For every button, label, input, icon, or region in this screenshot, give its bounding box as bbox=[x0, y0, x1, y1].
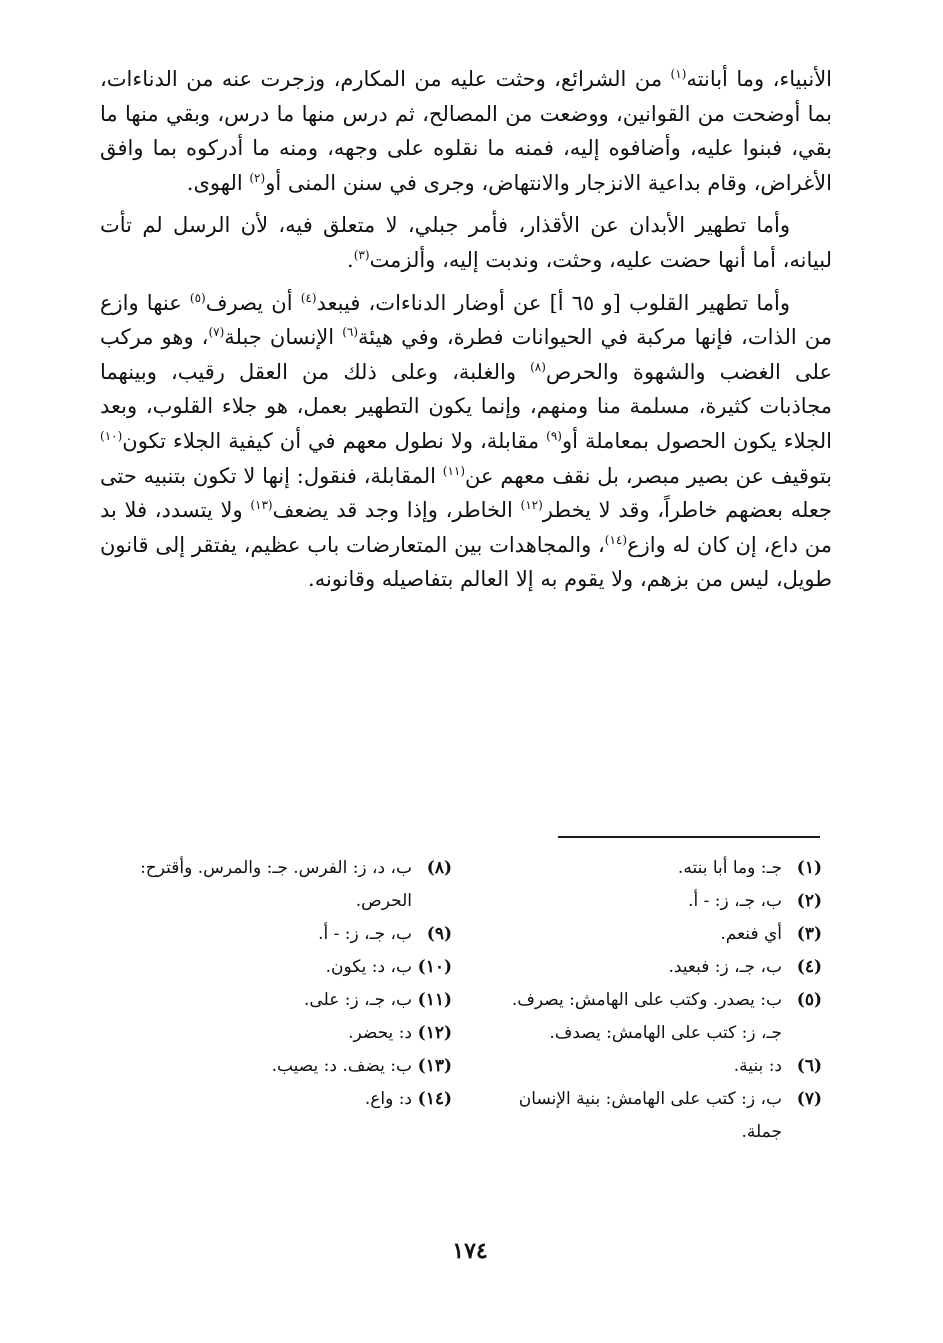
paragraph-1 bbox=[100, 62, 832, 200]
footnote-ref-9: (٩) bbox=[546, 428, 562, 443]
footnote-7 bbox=[500, 1083, 822, 1149]
text-segment: والغلبة، وعلى ذلك من العقل رقيب، وبينهما مجاذبات كثيرة، مسلمة منا ومنهم، وإنما يكون التطهير بعمل، هو جلاء القلوب، وبعد الجلاء يكون الحصول بمعاملة أو bbox=[100, 359, 832, 453]
footnote-text: ب: يضف. د: يصيب. bbox=[271, 1056, 412, 1076]
footnote-14 bbox=[112, 1083, 452, 1116]
footnote-ref-3: (٣) bbox=[353, 247, 370, 262]
footnote-number: (٣) bbox=[796, 924, 822, 944]
text-segment: مقابلة، ولا نطول معهم في أن كيفية الجلاء تكون bbox=[122, 428, 547, 453]
footnote-text: ب، ز: كتب على الهامش: بنية الإنسان جملة. bbox=[518, 1089, 782, 1142]
footnote-number: (١٢) bbox=[417, 1023, 452, 1043]
text-segment: ، والمجاهدات بين المتعارضات باب عظيم، يفتقر إلى قانون طويل، ليس من بزهم، ولا يقوم به إلا العالم بتفاصيله وقانونه. bbox=[100, 532, 832, 592]
page-number: ١٧٤ bbox=[452, 1238, 488, 1264]
footnote-number: (١٤) bbox=[417, 1089, 452, 1109]
footnote-6 bbox=[500, 1050, 822, 1083]
text-segment: ولا يتسدد، فلا بد من داع، إن كان له وازع bbox=[100, 498, 833, 557]
text-segment: المقابلة، فنقول: إنها لا تكون بتنبيه حتى جعله بعضهم خاطراً، وقد لا يخطر bbox=[100, 463, 833, 523]
footnote-text: ب، جـ، ز: على. bbox=[304, 990, 412, 1010]
footnote-12 bbox=[112, 1017, 452, 1050]
paragraph-3 bbox=[100, 286, 832, 597]
footnote-10 bbox=[112, 951, 452, 984]
footnote-ref-2: (٢) bbox=[249, 170, 266, 185]
footnote-9 bbox=[112, 918, 452, 951]
footnote-ref-4: (٤) bbox=[300, 290, 317, 305]
footnote-number: (١) bbox=[796, 858, 822, 878]
paragraph-2 bbox=[100, 208, 832, 277]
footnote-2 bbox=[500, 885, 822, 918]
footnote-separator bbox=[558, 836, 820, 838]
footnote-number: (٥) bbox=[796, 990, 822, 1010]
footnote-text: ب، د، ز: الفرس. جـ: والمرس. وأقترح: الحرص. bbox=[140, 858, 412, 911]
footnote-ref-14: (١٤) bbox=[604, 532, 628, 547]
text-segment: الهوى. bbox=[186, 170, 250, 195]
footnotes-right-column bbox=[500, 852, 822, 1149]
footnote-number: (٦) bbox=[796, 1056, 822, 1076]
footnote-ref-11: (١١) bbox=[442, 463, 466, 478]
text-segment: وأما تطهير الأبدان عن الأقذار، فأمر جبلي، لا متعلق فيه، لأن الرسل لم تأت لبيانه، أما أنها حضت عليه، وحثت، وندبت إليه، وألزمت bbox=[100, 213, 832, 272]
footnote-number: (٤) bbox=[796, 957, 822, 977]
footnote-number: (٧) bbox=[796, 1089, 822, 1109]
text-segment: عنها وازع من الذات، فإنها مركبة في الحيوانات فطرة، وفي هيئة bbox=[100, 290, 833, 350]
footnote-13 bbox=[112, 1050, 452, 1083]
footnote-ref-13: (١٣) bbox=[250, 498, 273, 513]
footnote-ref-8: (٨) bbox=[530, 359, 546, 374]
text-segment: أن يصرف bbox=[205, 290, 301, 315]
footnote-number: (١٣) bbox=[417, 1056, 452, 1076]
footnote-number: (٨) bbox=[426, 858, 452, 878]
footnote-text: د: بنية. bbox=[733, 1056, 782, 1076]
footnote-11 bbox=[112, 984, 452, 1017]
text-segment: وأما تطهير القلوب [و ٦٥ أ] عن أوضار الدناءات، فيبعد bbox=[316, 290, 790, 315]
footnote-number: (١٠) bbox=[417, 957, 452, 977]
text-segment: الخاطر، وإذا وجد قد يضعف bbox=[272, 498, 521, 523]
footnotes-left-column bbox=[112, 852, 452, 1116]
footnote-5 bbox=[500, 984, 822, 1050]
text-segment: . bbox=[347, 247, 354, 272]
footnote-ref-1: (١) bbox=[670, 67, 687, 81]
footnote-1 bbox=[500, 852, 822, 885]
footnote-text: ب، جـ، ز: - أ. bbox=[318, 924, 412, 944]
footnote-8 bbox=[112, 852, 452, 918]
main-text bbox=[100, 62, 832, 605]
footnote-text: ب: يصدر. وكتب على الهامش: يصرف. جـ، ز: كتب على الهامش: يصدف. bbox=[511, 990, 782, 1043]
footnote-text: د: واع. bbox=[364, 1089, 412, 1109]
footnote-text: أي فنعم. bbox=[720, 924, 782, 944]
footnote-ref-12: (١٢) bbox=[520, 498, 543, 513]
footnote-text: ب، د: يكون. bbox=[325, 957, 412, 977]
footnote-text: جـ: وما أبا بنته. bbox=[677, 858, 782, 878]
footnote-text: ب، جـ، ز: - أ. bbox=[688, 891, 782, 911]
footnote-ref-10: (١٠) bbox=[100, 428, 123, 443]
text-segment: بتوقيف عن بصير مبصر، بل نقف معهم عن bbox=[465, 463, 832, 488]
footnote-text: ب، جـ، ز: فبعيد. bbox=[668, 957, 782, 977]
footnote-text: د: يحضر. bbox=[348, 1023, 412, 1043]
footnote-ref-7: (٧) bbox=[208, 325, 225, 340]
footnote-number: (٩) bbox=[426, 924, 452, 944]
footnote-3 bbox=[500, 918, 822, 951]
footnote-number: (٢) bbox=[796, 891, 822, 911]
footnote-4 bbox=[500, 951, 822, 984]
text-segment: الأنبياء، وما أبانته bbox=[686, 67, 833, 91]
footnote-ref-5: (٥) bbox=[189, 290, 206, 305]
text-segment: الإنسان جبلة bbox=[224, 325, 343, 350]
footnote-number: (١١) bbox=[417, 990, 452, 1010]
footnote-ref-6: (٦) bbox=[342, 325, 359, 340]
text-segment: من الشرائع، وحثت عليه من المكارم، وزجرت عنه من الدناءات، بما أوضحت من القوانين، ووضعت من المصالح، ثم درس منها ما درس، وبقي منها ما بقي، فبنوا عليه، وأضافوه إليه، فمنه ما نقلوه على وجهه، ومنه ما أدركوه بما وافق الأغراض، وقام بداعية الانزجار والانتهاض، وجرى في سنن المنى أو bbox=[100, 67, 832, 195]
text-segment: ، وهو مركب على الغضب والشهوة والحرص bbox=[100, 325, 832, 384]
